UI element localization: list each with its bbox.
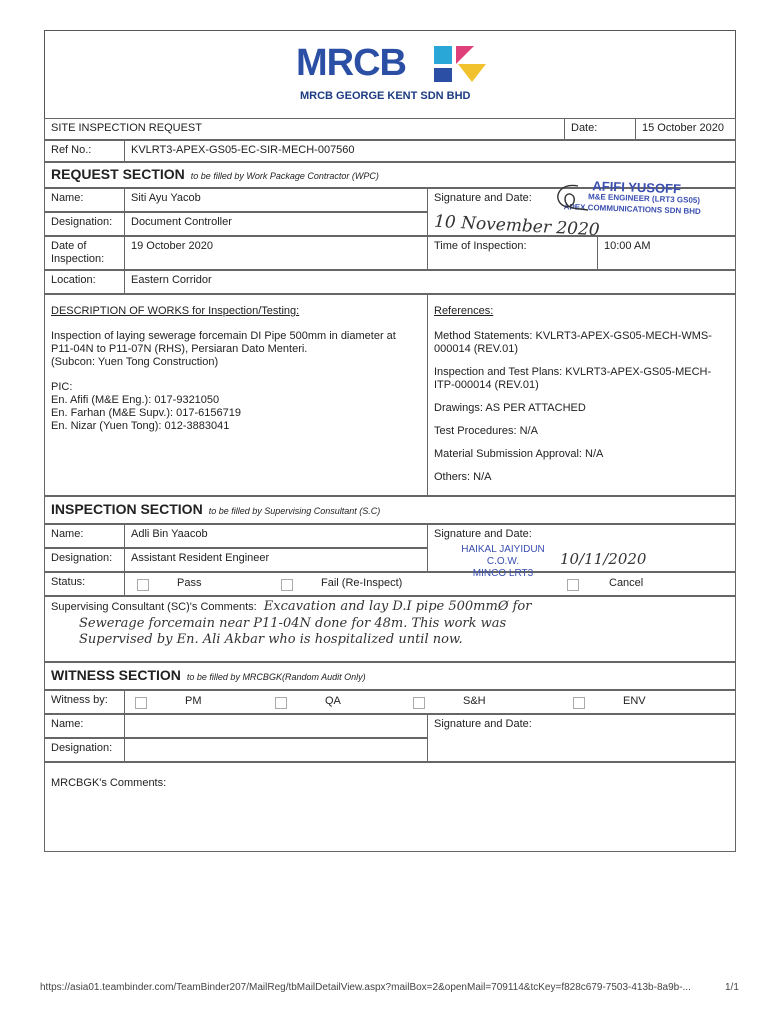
date-value: 15 October 2020 (635, 118, 736, 140)
env-checkbox[interactable] (573, 697, 585, 709)
description-body: Inspection of laying sewerage forcemain DI Pipe 500mm in diameter at P11-04N to P11-07N (RHS), Persiaran Dato Menteri. (51, 330, 396, 355)
time-of-inspection-label: Time of Inspection: (427, 236, 598, 270)
witness-title: WITNESS SECTION (51, 667, 181, 683)
sc-comment-line: Supervised by En. Ali Akbar who is hospitalized until now. (79, 632, 463, 647)
request-designation-label: Designation: (44, 212, 125, 236)
witness-note: to be filled by MRCBGK(Random Audit Only) (186, 672, 366, 682)
inspection-name-value: Adli Bin Yaacob (124, 524, 428, 548)
cancel-label: Cancel (609, 577, 644, 589)
mrcbgk-comments-cell (44, 762, 736, 852)
pic-item: En. Nizar (Yuen Tong): 012-3883041 (51, 420, 230, 432)
witness-by-label: Witness by: (44, 690, 125, 714)
date-label: Date: (564, 118, 636, 140)
request-name-value: Siti Ayu Yacob (124, 188, 428, 212)
sh-checkbox[interactable] (413, 697, 425, 709)
witness-sig-label: Signature and Date: (434, 718, 532, 730)
ref-value: KVLRT3-APEX-GS05-EC-SIR-MECH-007560 (124, 140, 736, 162)
pic-item: En. Farhan (M&E Supv.): 017-6156719 (51, 407, 241, 419)
inspection-signature-stamp (448, 544, 558, 580)
pass-checkbox[interactable] (137, 579, 149, 591)
reference-item: Material Submission Approval: N/A (434, 448, 604, 460)
reference-item: Method Statements: KVLRT3-APEX-GS05-MECH-WMS-000014 (REV.01) (434, 330, 712, 355)
fail-checkbox[interactable] (281, 579, 293, 591)
ref-label: Ref No.: (44, 140, 125, 162)
brand-logo-text: MRCB (296, 42, 406, 84)
witness-name-label: Name: (44, 714, 125, 738)
stamp-name: HAIKAL JAIYIDUN (461, 544, 545, 555)
witness-name-value[interactable] (124, 714, 428, 738)
stamp-name: AFIFI YUSOFF (592, 178, 682, 197)
witness-by-row (124, 690, 736, 714)
stamp-company: MINCO LRT3 (472, 568, 534, 579)
reference-item: Inspection and Test Plans: KVLRT3-APEX-GS05-MECH-ITP-000014 (REV.01) (434, 366, 712, 391)
request-designation-value: Document Controller (124, 212, 428, 236)
inspection-designation-label: Designation: (44, 548, 125, 572)
stamp-company: APEX COMMUNICATIONS SDN BHD (563, 202, 701, 217)
inspection-sig-label: Signature and Date: (434, 528, 532, 540)
inspection-handwritten-date: 10/11/2020 (560, 550, 647, 568)
reference-item: Drawings: AS PER ATTACHED (434, 402, 586, 414)
inspection-section-title (44, 496, 736, 524)
page-number: 1/1 (725, 982, 739, 993)
stamp-role: M&E ENGINEER (LRT3 GS05) (587, 192, 701, 206)
request-title: REQUEST SECTION (51, 166, 185, 182)
sc-comment-line: Sewerage forcemain near P11-04N done for 48m. This work was (79, 616, 507, 631)
description-heading: DESCRIPTION OF WORKS for Inspection/Testing: (51, 305, 300, 317)
location-value: Eastern Corridor (124, 270, 736, 294)
pm-label: PM (185, 695, 202, 707)
qa-label: QA (325, 695, 341, 707)
qa-checkbox[interactable] (275, 697, 287, 709)
cancel-checkbox[interactable] (567, 579, 579, 591)
sc-comments-cell (44, 596, 736, 662)
witness-designation-label: Designation: (44, 738, 125, 762)
request-note: to be filled by Work Package Contractor (WPC) (190, 171, 379, 181)
pass-label: Pass (177, 577, 202, 589)
page-url: https://asia01.teambinder.com/TeamBinder207/MailReg/tbMailDetailView.aspx?mailBox=2&openMail=709114&tcKey=f828c679-7503-413b-8a9b-... (40, 982, 691, 993)
witness-section-title (44, 662, 736, 690)
time-of-inspection-value: 10:00 AM (597, 236, 736, 270)
company-name: MRCB GEORGE KENT SDN BHD (300, 90, 471, 102)
description-subcon: (Subcon: Yuen Tong Construction) (51, 356, 219, 368)
references-cell (427, 294, 736, 496)
reference-item: Others: N/A (434, 471, 492, 483)
pic-item: En. Afifi (M&E Eng.): 017-9321050 (51, 394, 220, 406)
sc-comment-line: Excavation and lay D.I pipe 500mmØ for (263, 599, 532, 614)
request-name-label: Name: (44, 188, 125, 212)
status-row (124, 572, 736, 596)
stamp-role: C.O.W. (486, 556, 520, 567)
reference-item: Test Procedures: N/A (434, 425, 538, 437)
status-label: Status: (44, 572, 125, 596)
location-label: Location: (44, 270, 125, 294)
inspection-title: INSPECTION SECTION (51, 501, 203, 517)
witness-designation-value[interactable] (124, 738, 428, 762)
sh-label: S&H (463, 695, 486, 707)
references-heading: References: (434, 305, 494, 317)
inspection-note: to be filled by Supervising Consultant (S.C) (208, 506, 381, 516)
fail-label: Fail (Re-Inspect) (321, 577, 403, 589)
witness-sig-cell (427, 714, 736, 762)
inspection-designation-value: Assistant Resident Engineer (124, 548, 428, 572)
description-cell (44, 294, 428, 496)
brand-logo-icon (430, 42, 490, 86)
pm-checkbox[interactable] (135, 697, 147, 709)
mrcbgk-comments-label: MRCBGK's Comments: (51, 777, 167, 789)
env-label: ENV (623, 695, 646, 707)
date-of-inspection-label: Date of Inspection: (44, 236, 125, 270)
request-handwritten-date: 10 November 2020 (433, 211, 601, 241)
request-signature (548, 180, 598, 216)
inspection-name-label: Name: (44, 524, 125, 548)
date-of-inspection-value: 19 October 2020 (124, 236, 428, 270)
form-title: SITE INSPECTION REQUEST (44, 118, 565, 140)
pic-label: PIC: (51, 381, 73, 393)
sc-comments-label: Supervising Consultant (SC)'s Comments: (51, 601, 257, 613)
request-sig-label: Signature and Date: (434, 192, 532, 204)
